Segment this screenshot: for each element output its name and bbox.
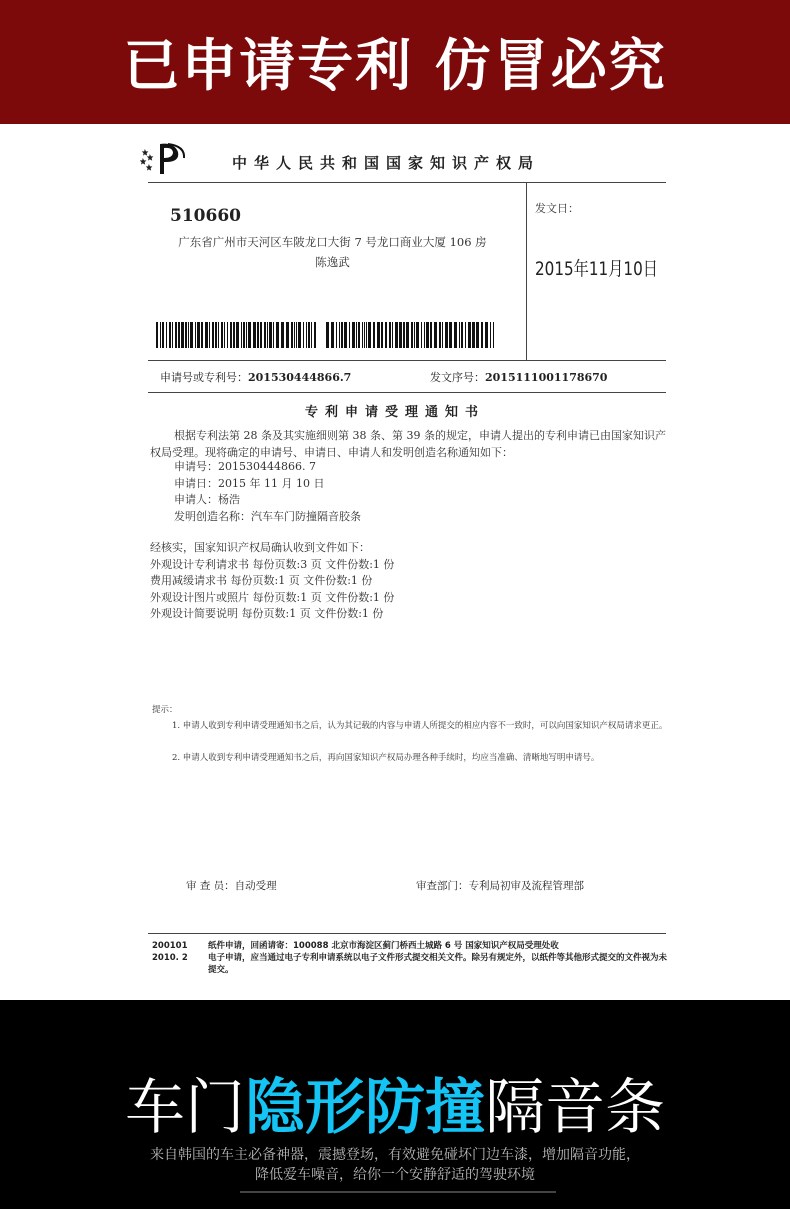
tagline-line-1: 来自韩国的车主必备神器，震撼登场，有效避免碰坏门边车漆，增加隔音功能， bbox=[150, 1147, 640, 1163]
slogan-part-2: 隔音条 bbox=[485, 1073, 665, 1143]
send-date: 2015年11月10日 bbox=[535, 258, 658, 280]
divider bbox=[148, 182, 666, 183]
barcode-2 bbox=[326, 322, 496, 348]
address-line: 广东省广州市天河区车陂龙口大街 7 号龙口商业大厦 106 房 bbox=[178, 235, 487, 249]
application-fields bbox=[174, 459, 654, 525]
application-number-label: 申请号或专利号： bbox=[160, 371, 248, 384]
field-applicant: 申请人：杨浩 bbox=[174, 493, 240, 506]
field-design-name: 发明创造名称：汽车车门防撞隔音胶条 bbox=[174, 509, 361, 523]
slogan-highlight: 隐形防撞 bbox=[245, 1073, 485, 1143]
form-code-2: 2010. 2 bbox=[152, 953, 188, 963]
application-number-value: 201530444866.7 bbox=[248, 371, 352, 384]
product-slogan bbox=[0, 1060, 790, 1146]
office-name: 中华人民共和国国家知识产权局 bbox=[232, 154, 541, 172]
divider bbox=[526, 182, 527, 360]
document-item: 外观设计专利请求书 每份页数:3 页 文件份数:1 份 bbox=[150, 557, 395, 571]
tips-label: 提示： bbox=[152, 705, 178, 715]
document-item: 外观设计简要说明 每份页数:1 页 文件份数:1 份 bbox=[150, 607, 384, 620]
tagline-line-2: 降低爱车噪音，给你一个安静舒适的驾驶环境 bbox=[255, 1167, 535, 1183]
tip-1: 1. 申请人收到专利申请受理通知书之后，认为其记载的内容与申请人所提交的相应内容不一致时，可以向国家知识产权局请求更正。 bbox=[172, 721, 668, 731]
divider bbox=[148, 392, 666, 393]
document-item: 外观设计图片或照片 每份页数:1 页 文件份数:1 份 bbox=[150, 590, 395, 604]
postcode: 510660 bbox=[170, 206, 241, 226]
examining-department: 审查部门：专利局初审及流程管理部 bbox=[416, 880, 584, 892]
application-number bbox=[160, 369, 351, 385]
footer-line-1: 纸件申请，回函请寄：100088 北京市海淀区蓟门桥西土城路 6 号 国家知识产权局受理处收 bbox=[208, 941, 559, 951]
recipient-name: 陈逸武 bbox=[315, 255, 350, 269]
serial-number-value: 2015111001178670 bbox=[485, 371, 608, 384]
top-banner bbox=[0, 0, 790, 124]
cnipa-logo-icon bbox=[140, 140, 188, 176]
slogan-part-1: 车门 bbox=[125, 1073, 245, 1143]
serial-number-label: 发文序号： bbox=[430, 371, 485, 384]
form-code-1: 200101 bbox=[152, 941, 188, 951]
field-application-date: 申请日：2015 年 11 月 10 日 bbox=[174, 476, 325, 490]
field-application-no: 申请号：201530444866. 7 bbox=[174, 460, 316, 473]
mailing-address bbox=[160, 232, 505, 272]
notice-title: 专利申请受理通知书 bbox=[304, 405, 485, 420]
divider bbox=[148, 360, 666, 361]
send-date-label: 发文日： bbox=[535, 202, 579, 215]
verified-intro: 经核实，国家知识产权局确认收到文件如下： bbox=[150, 541, 370, 554]
notice-paragraph: 根据专利法第 28 条及其实施细则第 38 条、第 39 条的规定，申请人提出的专利申请已由国家知识产权局受理。现将确定的申请号、申请日、申请人和发明创造名称通知如下： bbox=[150, 429, 666, 459]
serial-number bbox=[430, 369, 607, 385]
divider bbox=[148, 933, 666, 934]
document-item: 费用减缓请求书 每份页数:1 页 文件份数:1 份 bbox=[150, 574, 373, 587]
received-documents bbox=[150, 540, 670, 623]
footer-line-2: 电子申请，应当通过电子专利申请系统以电子文件形式提交相关文件。除另有规定外，以纸件等其他形式提交的文件视为未提交。 bbox=[208, 953, 668, 975]
tip-2: 2. 申请人收到专利申请受理通知书之后，再向国家知识产权局办理各种手续时，均应当准确、清晰地写明申请号。 bbox=[172, 753, 600, 763]
barcode-1 bbox=[156, 322, 316, 348]
footer-notes bbox=[208, 940, 668, 976]
decorative-fine-print-icon bbox=[240, 1190, 556, 1194]
top-banner-text: 已申请专利 仿冒必究 bbox=[123, 34, 667, 99]
examiner: 审 查 员：自动受理 bbox=[186, 880, 277, 892]
